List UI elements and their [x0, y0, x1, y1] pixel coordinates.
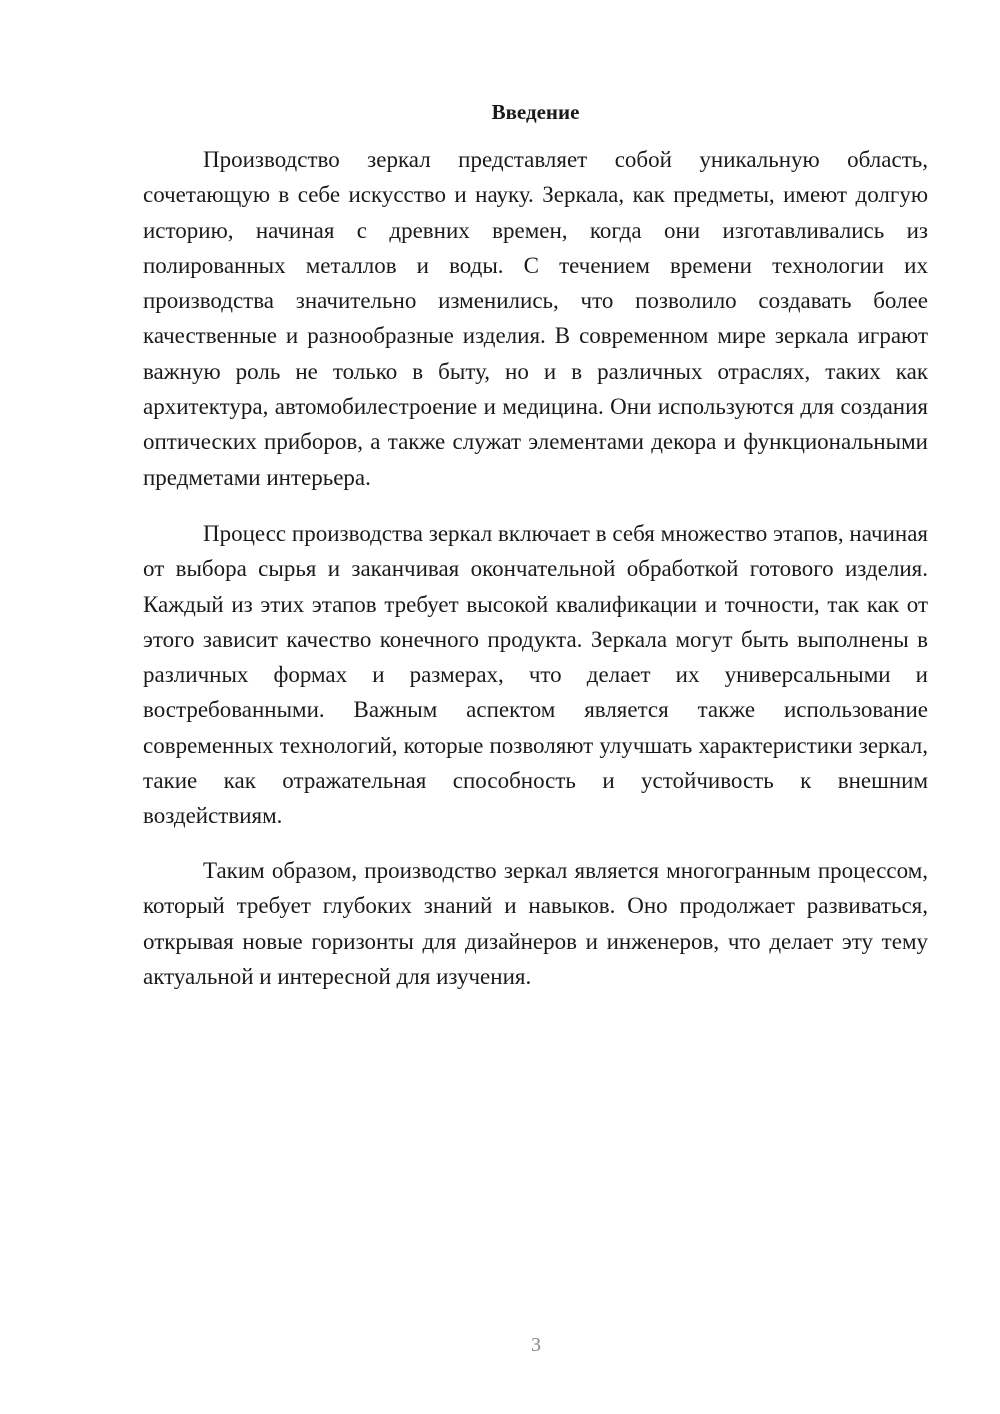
page-number: 3	[531, 1334, 541, 1356]
paragraph-1: Производство зеркал представляет собой уникальную область, сочетающую в себе искусство и науку. Зеркала, как предметы, имеют долгую историю, начиная с древних времен, когда они изготавливались из полированных металлов и воды. С течением времени технологии их производства значительно изменились, что позволило создавать более качественные и разнообразные изделия. В современном мире зеркала играют важную роль не только в быту, но и в различных отраслях, таких как архитектура, автомобилестроение и медицина. Они используются для создания оптических приборов, а также служат элементами декора и функциональными предметами интерьера.	[143, 147, 928, 490]
paragraph-3: Таким образом, производство зеркал является многогранным процессом, который требует глубоких знаний и навыков. Оно продолжает развиваться, открывая новые горизонты для дизайнеров и инженеров, что делает эту тему актуальной и интересной для изучения.	[143, 858, 928, 989]
section-heading: Введение	[491, 100, 580, 124]
paragraph-2: Процесс производства зеркал включает в себя множество этапов, начиная от выбора сырья и заканчивая окончательной обработкой готового изделия. Каждый из этих этапов требует высокой квалификации и точности, так как от этого зависит качество конечного продукта. Зеркала могут быть выполнены в различных формах и размерах, что делает их универсальными и востребованными. Важным аспектом является также использование современных технологий, которые позволяют улучшать характеристики зеркал, такие как отражательная способность и устойчивость к внешним воздействиям.	[143, 521, 928, 829]
